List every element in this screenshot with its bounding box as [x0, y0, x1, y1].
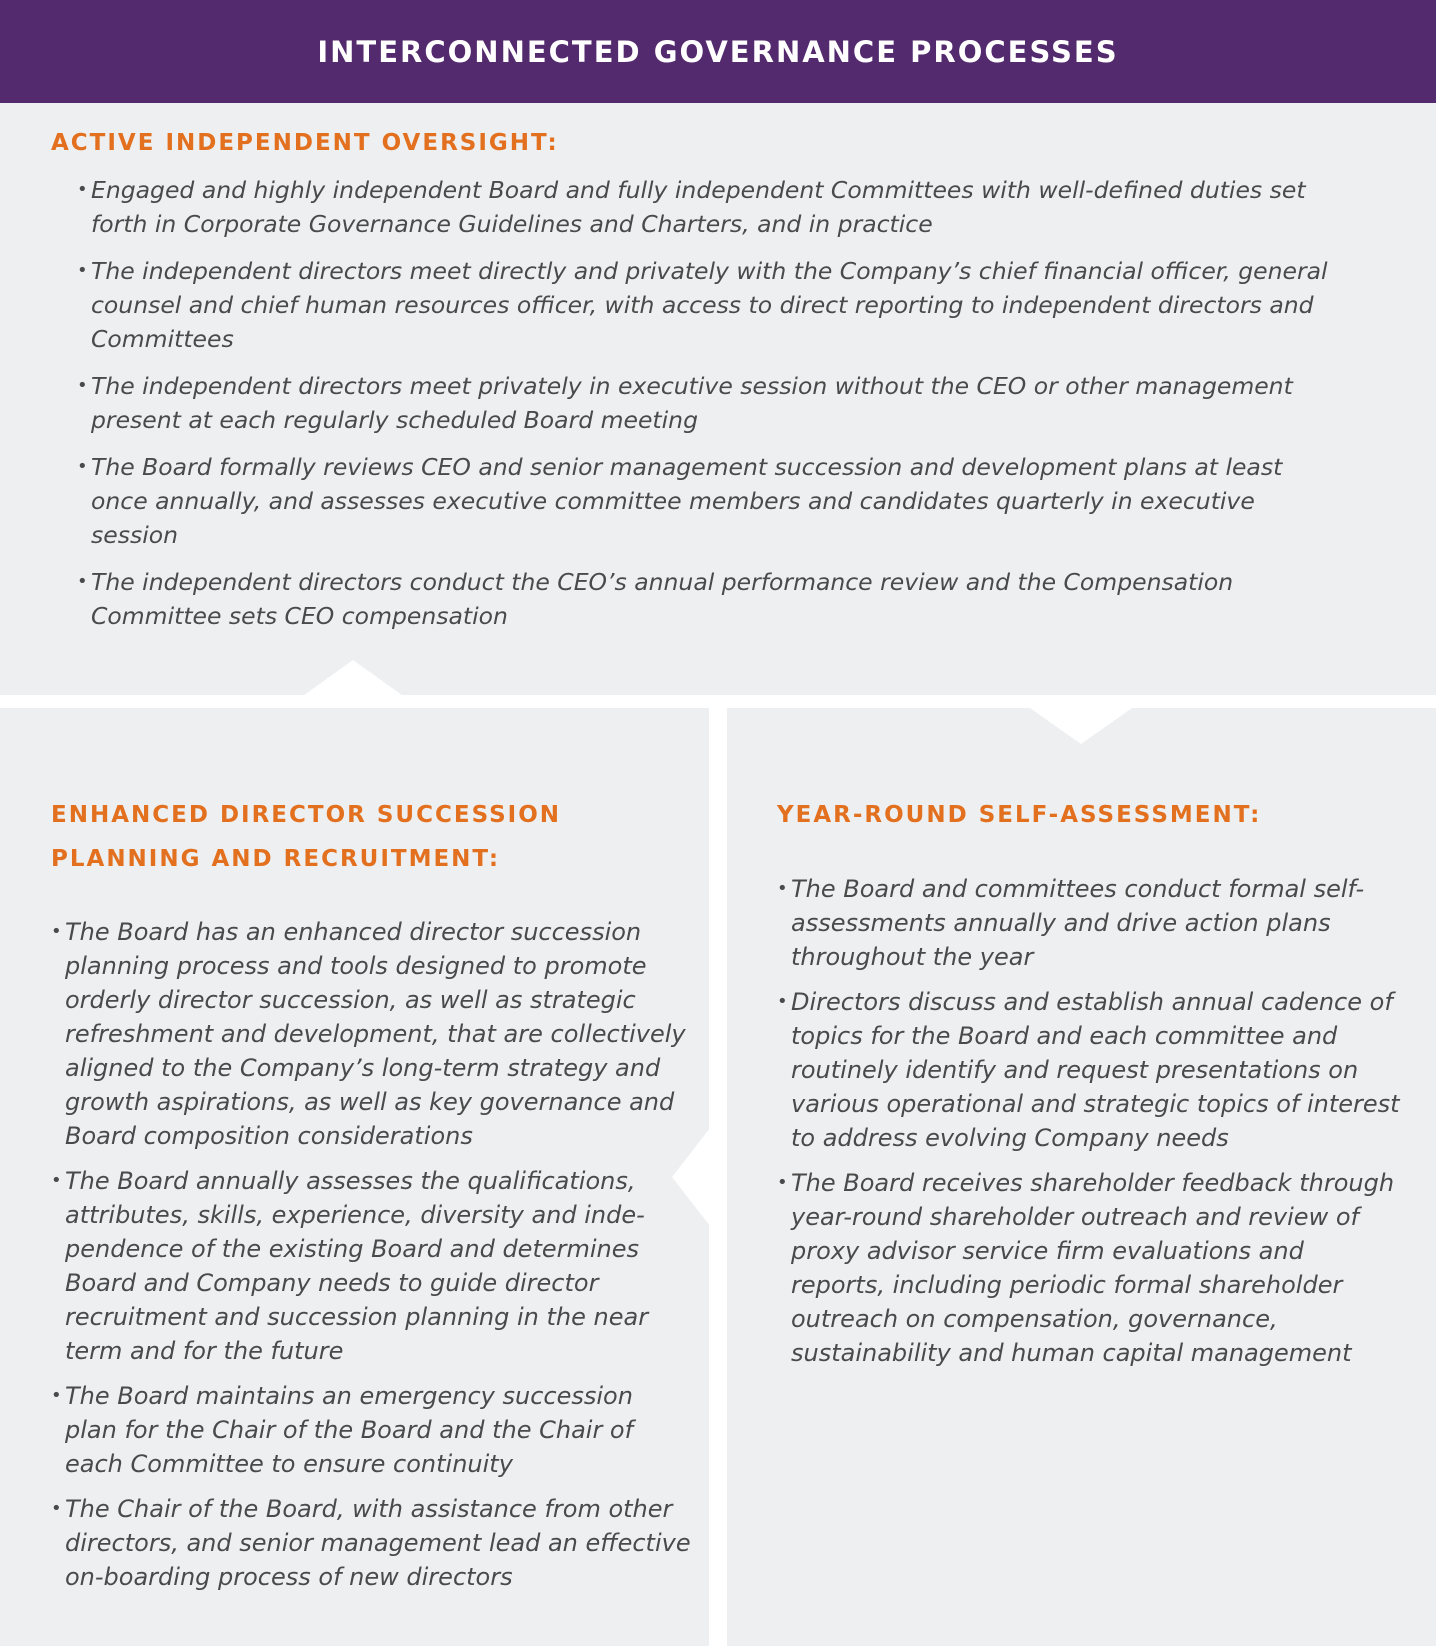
list-item: • The independent directors meet directly and privately with the Company’s chief financial officer, general counsel and chief human resources officer, with access to direct reporting to independent directors and Committees [77, 254, 1337, 356]
succession-title-line1: ENHANCED DIRECTOR SUCCESSION [51, 802, 562, 828]
up-arrow-connector [300, 658, 406, 698]
succession-title-line2: PLANNING AND RECRUITMENT: [51, 846, 501, 872]
list-item: • Engaged and highly independent Board and fully independent Committees with well-defined duties set forth in Corporate Governance Guidelines and Charters, and in practice [77, 173, 1337, 241]
list-item: • The Board has an enhanced director succession planning process and tools designed to promote orderly director succession, as well as strategic refreshment and development, that are collectively aligned to the Company’s long-term strategy and growth aspirations, as well as key governance and Board composition considerations [51, 915, 691, 1153]
list-item: • The Board annually assesses the qualifications, attributes, skills, experience, diversity and independence of the existing Board and determines Board and Company needs to guide director recruitment and succession planning in the near term and for the future [51, 1164, 691, 1368]
header-banner [0, 0, 1436, 103]
oversight-title: ACTIVE INDEPENDENT OVERSIGHT: [51, 130, 559, 156]
list-item: • The independent directors conduct the CEO’s annual performance review and the Compensation Committee sets CEO compensation [77, 565, 1337, 633]
self-assessment-title: YEAR-ROUND SELF-ASSESSMENT: [777, 802, 1262, 828]
list-item: • The independent directors meet privately in executive session without the CEO or other management present at each regularly scheduled Board meeting [77, 369, 1337, 437]
down-arrow-connector [1027, 706, 1135, 746]
list-item: • The Board and committees conduct formal self-assessments annually and drive action plans throughout the year [777, 872, 1402, 974]
succession-list [51, 915, 691, 1605]
left-arrow-connector [670, 1128, 712, 1226]
oversight-list [77, 173, 1337, 646]
list-item: • The Board receives shareholder feedback through year-round shareholder outreach and review of proxy advisor service firm evaluations and reports, including periodic formal shareholder outreach on compensation, governance, sustainability and human capital management [777, 1166, 1402, 1370]
list-item: • The Board maintains an emergency succession plan for the Chair of the Board and the Chair of each Committee to ensure continuity [51, 1379, 691, 1481]
list-item: • Directors discuss and establish annual cadence of topics for the Board and each committee and routinely identify and request presentations on various operational and strategic topics of interest to address evolving Company needs [777, 985, 1402, 1155]
list-item: • The Chair of the Board, with assistance from other directors, and senior management lead an effective on-boarding process of new directors [51, 1492, 691, 1594]
page-title: INTERCONNECTED GOVERNANCE PROCESSES [317, 34, 1119, 69]
list-item: • The Board formally reviews CEO and senior management succession and development plans at least once annually, and assesses executive committee members and candidates quarterly in executive session [77, 450, 1337, 552]
self-assessment-list [777, 872, 1402, 1381]
